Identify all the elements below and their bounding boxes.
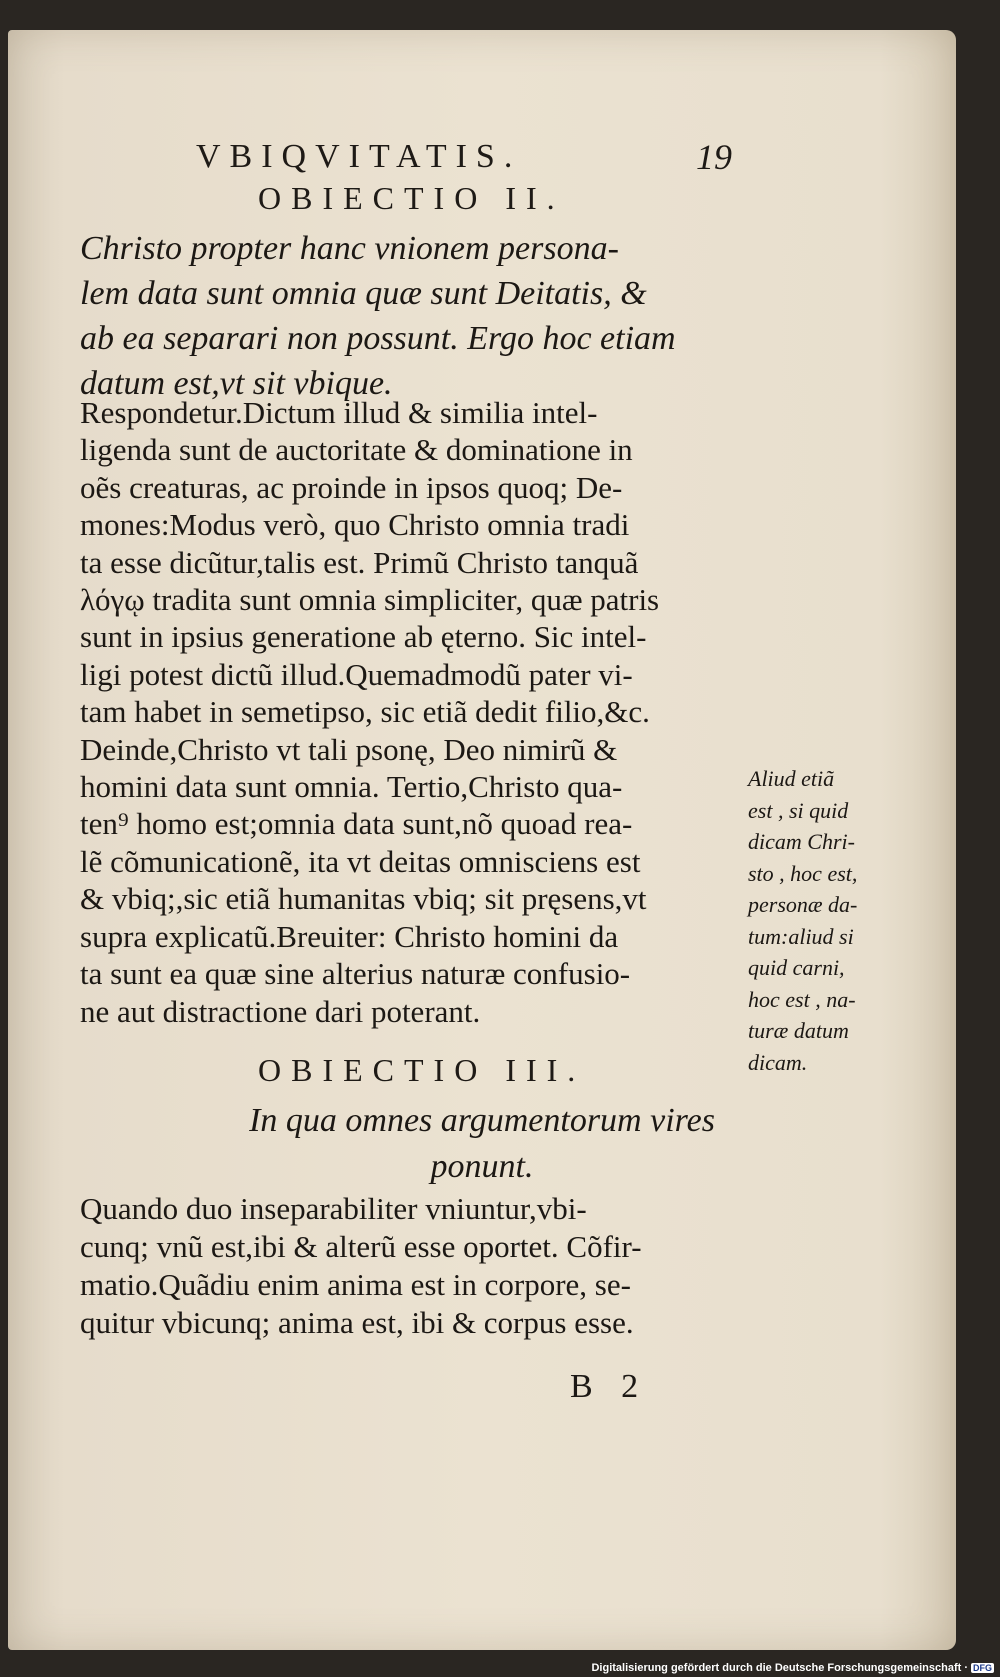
text-line: sunt in ipsius generatione ab ęterno. Sic intel- (80, 619, 647, 655)
text-line: ne aut distractione dari poterant. (80, 993, 481, 1029)
objection-3-heading: OBIECTIO III. (258, 1052, 586, 1088)
text-line: lem data sunt omnia quæ sunt Deitatis, & (80, 275, 647, 312)
text-line: mones:Modus verò, quo Christo omnia tradi (80, 507, 630, 543)
objection-2-response (80, 394, 750, 1030)
objection-3-body (80, 1190, 750, 1342)
text-line: ta sunt ea quæ sine alterius naturæ confusio- (80, 956, 631, 992)
text-line: ligenda sunt de auctoritate & dominatione in (80, 432, 633, 468)
margin-note (748, 763, 898, 1078)
text-line: datum est,vt sit vbique. (80, 365, 393, 402)
credit-text: Digitalisierung gefördert durch die Deutsche Forschungsgemeinschaft · (591, 1662, 968, 1674)
text-line: Aliud etiã (748, 766, 835, 791)
text-line: lẽ cõmunicationẽ, ita vt deitas omnisciens est (80, 843, 641, 879)
text-line: & vbiq;,sic etiã humanitas vbiq; sit pręsens,vt (80, 881, 647, 917)
text-line: λόγῳ tradita sunt omnia simpliciter, quæ patris (80, 582, 660, 618)
text-line: matio.Quãdiu enim anima est in corpore, se- (80, 1267, 631, 1302)
objection-2-heading: OBIECTIO II. (258, 180, 565, 216)
text-line: ponunt. (430, 1148, 534, 1185)
text-line: hoc est , na- (748, 986, 856, 1012)
running-title: VBIQVITATIS. (196, 138, 522, 175)
page-number: 19 (696, 137, 732, 177)
text-line: Respondetur.Dictum illud & similia intel- (80, 395, 598, 430)
text-line: homini data sunt omnia. Tertio,Christo qua- (80, 769, 623, 805)
text-line: dicam. (748, 1049, 808, 1075)
text-line: ta esse dicũtur,talis est. Primũ Christo tanquã (80, 544, 639, 580)
text-line: Deinde,Christo vt tali psonę, Deo nimirũ & (80, 731, 618, 767)
book-page (8, 30, 956, 1650)
text-line: Christo propter hanc vnionem persona- (80, 230, 619, 267)
text-line: quid carni, (748, 955, 845, 980)
text-line: supra explicatũ.Breuiter: Christo homini da (80, 918, 619, 954)
objection-2-statement (80, 226, 740, 406)
text-line: turæ datum (748, 1018, 849, 1043)
dfg-logo-icon: DFG (973, 1663, 992, 1673)
text-line: tam habet in semetipso, sic etiã dedit filio,&c. (80, 694, 650, 730)
text-line: oẽs creaturas, ac proinde in ipsos quoq; De- (80, 469, 623, 505)
text-line: In qua omnes argumentorum vires (249, 1102, 715, 1139)
text-line: est , si quid (748, 797, 849, 823)
text-line: Quando duo inseparabiliter vniuntur,vbi- (80, 1191, 587, 1226)
text-line: tum:aliud si (748, 923, 854, 949)
text-line: ab ea separari non possunt. Ergo hoc etiam (80, 320, 676, 357)
text-line: personæ da- (748, 892, 858, 917)
text-line: cunq; vnũ est,ibi & alterũ esse oportet. Cõfir- (80, 1229, 642, 1264)
digitization-credit (591, 1662, 994, 1674)
text-line: sto , hoc est, (748, 860, 858, 886)
text-line: ligi potest dictũ illud.Quemadmodũ pater vi- (80, 656, 633, 692)
text-line: quitur vbicunq; anima est, ibi & corpus esse. (80, 1305, 634, 1340)
text-line: dicam Chri- (748, 829, 855, 854)
signature-mark: B 2 (570, 1368, 649, 1405)
text-line: ten⁹ homo est;omnia data sunt,nõ quoad rea- (80, 806, 633, 842)
objection-3-subtitle (8, 1098, 956, 1190)
